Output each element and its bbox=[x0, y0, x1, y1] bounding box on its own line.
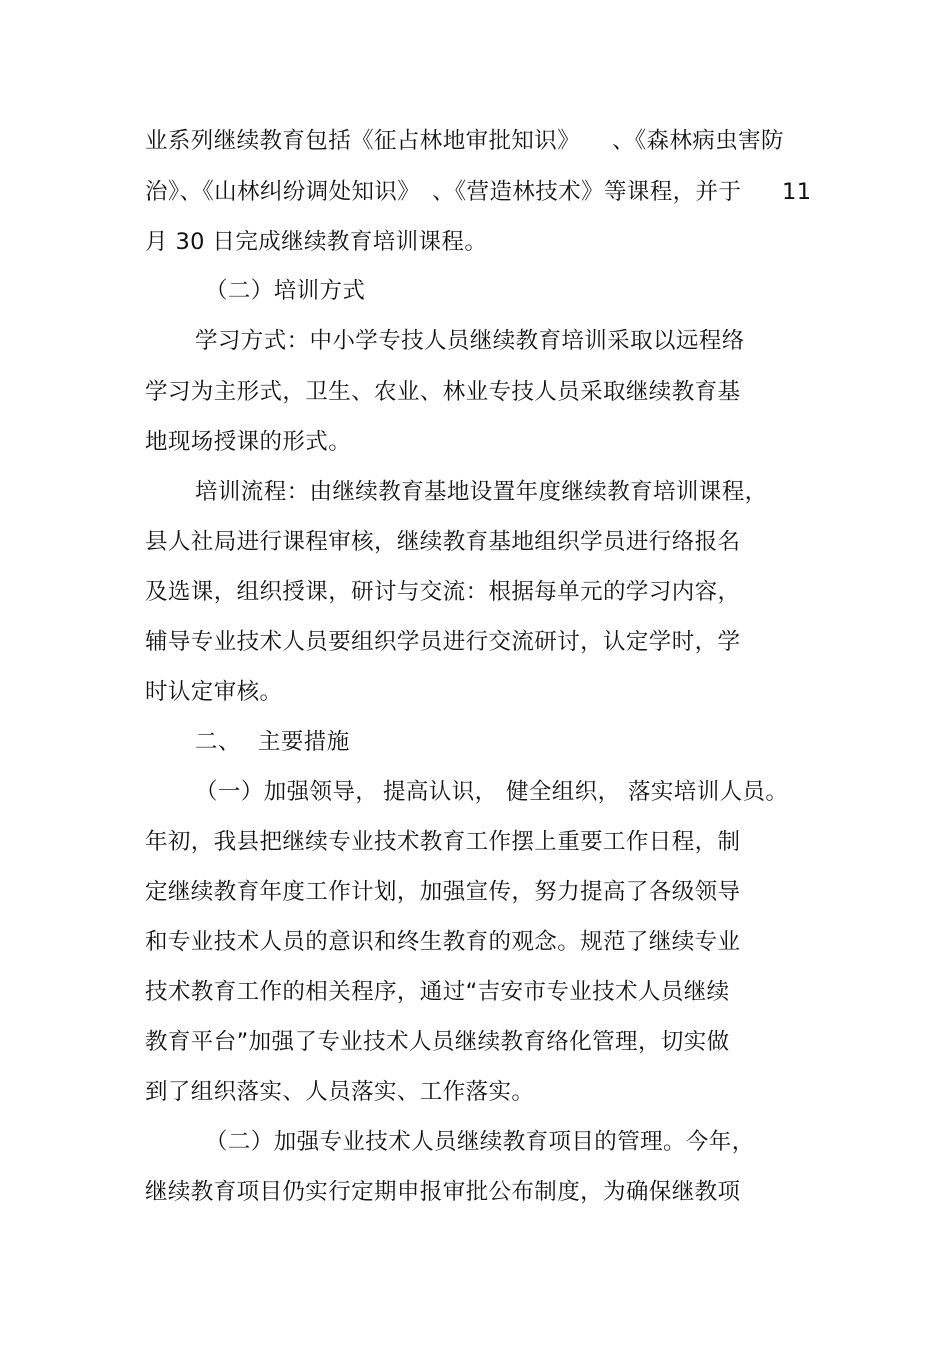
text-segment: 提高认识， bbox=[383, 779, 498, 805]
text-line bbox=[145, 225, 487, 259]
text-line bbox=[145, 175, 420, 209]
section-heading-text: 主要措施 bbox=[258, 729, 350, 755]
text-line bbox=[145, 124, 580, 158]
text-segment: 月 30 日完成继续教育培训课程。 bbox=[145, 229, 488, 255]
text-line bbox=[195, 475, 768, 509]
text-line bbox=[628, 775, 788, 809]
text-line bbox=[145, 525, 740, 559]
section-number bbox=[195, 725, 241, 759]
text-line bbox=[383, 775, 498, 809]
text-segment: 治》、《山林纠纷调处知识》 bbox=[145, 179, 421, 205]
text-segment: 定继续教育年度工作计划，加强宣传，努力提高了各级领导 bbox=[145, 879, 741, 905]
text-line bbox=[145, 425, 351, 459]
text-segment: 辅导专业技术人员要组织学员进行交流研讨，认定学时，学 bbox=[145, 629, 741, 655]
text-segment: （二）加强专业技术人员继续教育项目的管理。今年， bbox=[205, 1129, 755, 1155]
text-segment: 县人社局进行课程审核，继续教育基地组织学员进行络报名 bbox=[145, 529, 741, 555]
text-line bbox=[145, 925, 740, 959]
text-line bbox=[432, 175, 741, 209]
text-line bbox=[145, 675, 282, 709]
text-segment: 业系列继续教育包括《征占林地审批知识》 bbox=[145, 128, 581, 154]
text-segment: 及选课，组织授课，研讨与交流：根据每单元的学习内容， bbox=[145, 579, 741, 605]
text-line bbox=[145, 1075, 534, 1109]
text-segment: 和专业技术人员的意识和终生教育的观念。规范了继续专业 bbox=[145, 929, 741, 955]
subheading bbox=[205, 274, 365, 308]
text-segment: 到了组织落实、人员落实、工作落实。 bbox=[145, 1079, 535, 1105]
text-segment: 教育平台”加强了专业技术人员继续教育络化管理，切实做 bbox=[145, 1029, 730, 1055]
text-line bbox=[145, 875, 740, 909]
text-segment: 技术教育工作的相关程序，通过“吉安市专业技术人员继续 bbox=[145, 979, 730, 1005]
subheading-text: （二）培训方式 bbox=[205, 278, 366, 304]
text-line bbox=[145, 625, 740, 659]
text-line bbox=[145, 375, 740, 409]
text-segment: 继续教育项目仍实行定期申报审批公布制度，为确保继教项 bbox=[145, 1179, 741, 1205]
text-line bbox=[195, 775, 378, 809]
text-segment: 年初，我县把继续专业技术教育工作摆上重要工作日程，制 bbox=[145, 829, 741, 855]
text-segment: 培训流程：由继续教育基地设置年度继续教育培训课程， bbox=[195, 479, 768, 505]
text-line bbox=[145, 825, 740, 859]
text-segment: 、《营造林技术》等课程，并于 bbox=[432, 179, 742, 205]
text-line bbox=[506, 775, 621, 809]
text-line bbox=[612, 124, 784, 158]
section-heading bbox=[258, 725, 350, 759]
text-line bbox=[145, 1025, 730, 1059]
text-segment: 学习为主形式，卫生、农业、林业专技人员采取继续教育基 bbox=[145, 379, 741, 405]
text-segment: （一）加强领导， bbox=[195, 779, 379, 805]
text-line bbox=[145, 975, 730, 1009]
text-segment: 学习方式：中小学专技人员继续教育培训采取以远程络 bbox=[195, 328, 745, 354]
text-segment: 健全组织， bbox=[506, 779, 621, 805]
text-line bbox=[145, 1175, 740, 1209]
text-segment: 11 bbox=[782, 179, 812, 205]
text-line bbox=[205, 1125, 755, 1159]
text-segment: 、《森林病虫害防 bbox=[612, 128, 784, 154]
text-segment: 落实培训人员。 bbox=[628, 779, 789, 805]
text-segment: 时认定审核。 bbox=[145, 679, 283, 705]
text-line bbox=[145, 575, 740, 609]
text-segment: 地现场授课的形式。 bbox=[145, 429, 352, 455]
section-number-text: 二、 bbox=[195, 729, 241, 755]
text-line bbox=[195, 324, 745, 358]
text-line bbox=[782, 175, 811, 209]
